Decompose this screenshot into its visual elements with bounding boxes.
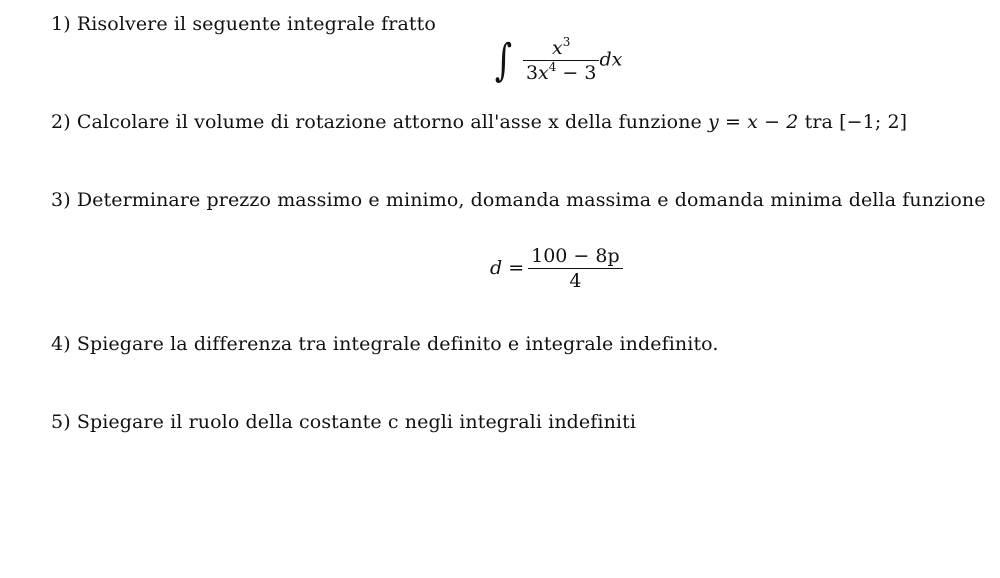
denominator-coefficient: 3 (525, 62, 539, 84)
question-5-text: Spiegare il ruolo della costante c negli integrali indefiniti (76, 411, 637, 433)
question-3-demand-formula (490, 244, 623, 293)
integral-numerator (523, 36, 600, 61)
question-1-number: 1) (51, 13, 71, 35)
question-2-text: Calcolare il volume di rotazione attorno all'asse x della funzione (76, 111, 702, 133)
question-1 (51, 12, 436, 36)
question-1-text: Risolvere il seguente integrale fratto (76, 13, 436, 35)
demand-fraction (528, 244, 623, 293)
denominator-exponent: 4 (548, 60, 557, 74)
integral-differential: dx (599, 48, 623, 71)
question-2-number: 2) (51, 111, 71, 133)
question-2-range: [−1; 2] (839, 111, 908, 133)
question-3-text: Determinare prezzo massimo e minimo, domanda massima e domanda minima della funzione (76, 189, 986, 211)
denominator-rest: − 3 (556, 62, 597, 84)
denominator-variable: x (538, 62, 549, 84)
question-2-range-word: tra (804, 111, 833, 133)
question-4-number: 4) (51, 333, 71, 355)
question-2-function: y = x − 2 (708, 111, 799, 133)
integral-sign: ∫ (494, 34, 513, 86)
question-4 (51, 332, 719, 356)
demand-denominator: 4 (569, 270, 582, 292)
demand-formula-lhs: d = (490, 257, 525, 279)
question-3 (51, 188, 986, 212)
integral-fraction (523, 36, 600, 85)
question-4-text: Spiegare la differenza tra integrale definito e integrale indefinito. (76, 333, 719, 355)
question-2 (51, 110, 907, 134)
demand-numerator: 100 − 8p (528, 244, 623, 269)
question-3-number: 3) (51, 189, 71, 211)
numerator-exponent: 3 (562, 35, 571, 49)
numerator-base: x (552, 37, 563, 59)
integral-denominator (523, 61, 600, 85)
question-1-integral-formula (492, 36, 622, 85)
question-5 (51, 410, 636, 434)
question-5-number: 5) (51, 411, 71, 433)
